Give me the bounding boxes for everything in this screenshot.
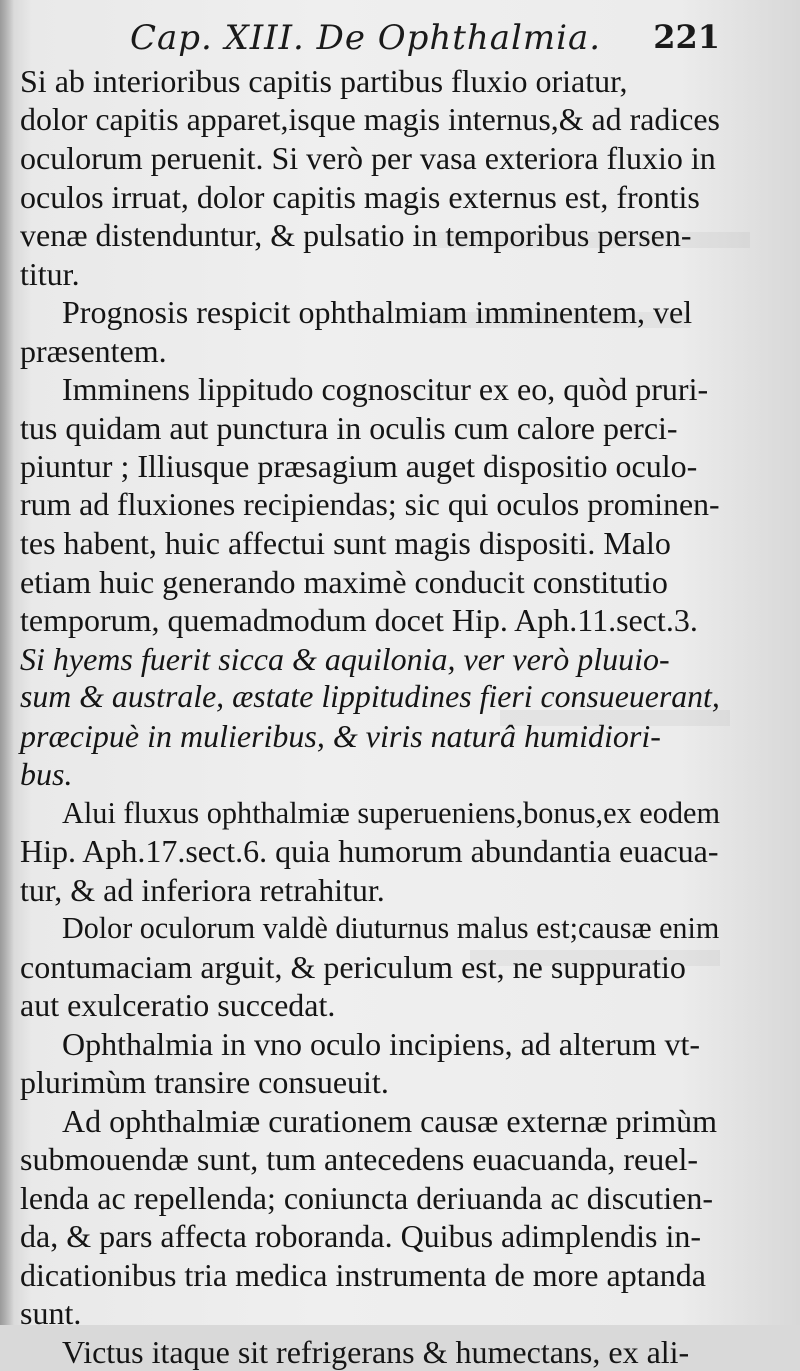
text-line: sum & australe, æstate lippitudines fieri consueuerant, <box>20 678 720 717</box>
text-line: Si hyems fuerit sicca & aquilonia, ver verò pluuio- <box>20 640 720 679</box>
text-line: venæ distenduntur, & pulsatio in temporibus persen- <box>20 216 720 255</box>
text-line: aut exulceratio succedat. <box>20 986 720 1025</box>
text-line: oculos irruat, dolor capitis magis externus est, frontis <box>20 178 720 217</box>
text-line: plurimùm transire consueuit. <box>20 1063 720 1102</box>
text-line: tus quidam aut punctura in oculis cum calore perci- <box>20 409 720 448</box>
text-line: Ophthalmia in vno oculo incipiens, ad alterum vt- <box>20 1025 720 1064</box>
text-line: temporum, quemadmodum docet Hip. Aph.11.sect.3. <box>20 601 720 640</box>
text-line: Imminens lippitudo cognoscitur ex eo, quòd pruri- <box>20 370 720 409</box>
text-line: Hip. Aph.17.sect.6. quia humorum abundantia euacua- <box>20 832 720 871</box>
text-line: contumaciam arguit, & periculum est, ne suppuratio <box>20 948 720 987</box>
text-line: Si ab interioribus capitis partibus fluxio oriatur, <box>20 62 720 101</box>
text-line: præsentem. <box>20 332 720 371</box>
text-line: piuntur ; Illiusque præsagium auget dispositio oculo- <box>20 447 720 486</box>
text-line: etiam huic generando maximè conducit constitutio <box>20 563 720 602</box>
text-line: lenda ac repellenda; coniuncta deriuanda ac discutien- <box>20 1179 720 1218</box>
page-header <box>130 10 720 66</box>
page-gutter-shadow <box>0 0 14 1325</box>
text-line: oculorum peruenit. Si verò per vasa exteriora fluxio in <box>20 139 720 178</box>
text-line: tur, & ad inferiora retrahitur. <box>20 871 720 910</box>
text-line: da, & pars affecta roboranda. Quibus adimplendis in- <box>20 1217 720 1256</box>
text-line: Victus itaque sit refrigerans & humectans, ex ali- <box>20 1333 720 1371</box>
text-line: Ad ophthalmiæ curationem causæ externæ primùm <box>20 1102 720 1141</box>
body-text <box>20 62 720 1371</box>
text-line: titur. <box>20 255 720 294</box>
page-number: 221 <box>653 18 720 56</box>
text-line: Alui fluxus ophthalmiæ superueniens,bonus,ex eodem <box>20 794 720 833</box>
text-line: Dolor oculorum valdè diuturnus malus est;causæ enim <box>20 909 720 948</box>
running-head: Cap. XIII. De Ophthalmia. <box>130 18 601 58</box>
text-line: præcipuè in mulieribus, & viris naturâ humidiori- <box>20 717 720 756</box>
text-line: Prognosis respicit ophthalmiam imminentem, vel <box>20 293 720 332</box>
text-line: dicationibus tria medica instrumenta de more aptanda <box>20 1256 720 1295</box>
text-line: submouendæ sunt, tum antecedens euacuanda, reuel- <box>20 1140 720 1179</box>
text-line: tes habent, huic affectui sunt magis dispositi. Malo <box>20 524 720 563</box>
text-line: sunt. <box>20 1294 720 1333</box>
text-line: bus. <box>20 755 720 794</box>
text-line: rum ad fluxiones recipiendas; sic qui oculos prominen- <box>20 486 720 525</box>
text-line: dolor capitis apparet,isque magis internus,& ad radices <box>20 101 720 140</box>
